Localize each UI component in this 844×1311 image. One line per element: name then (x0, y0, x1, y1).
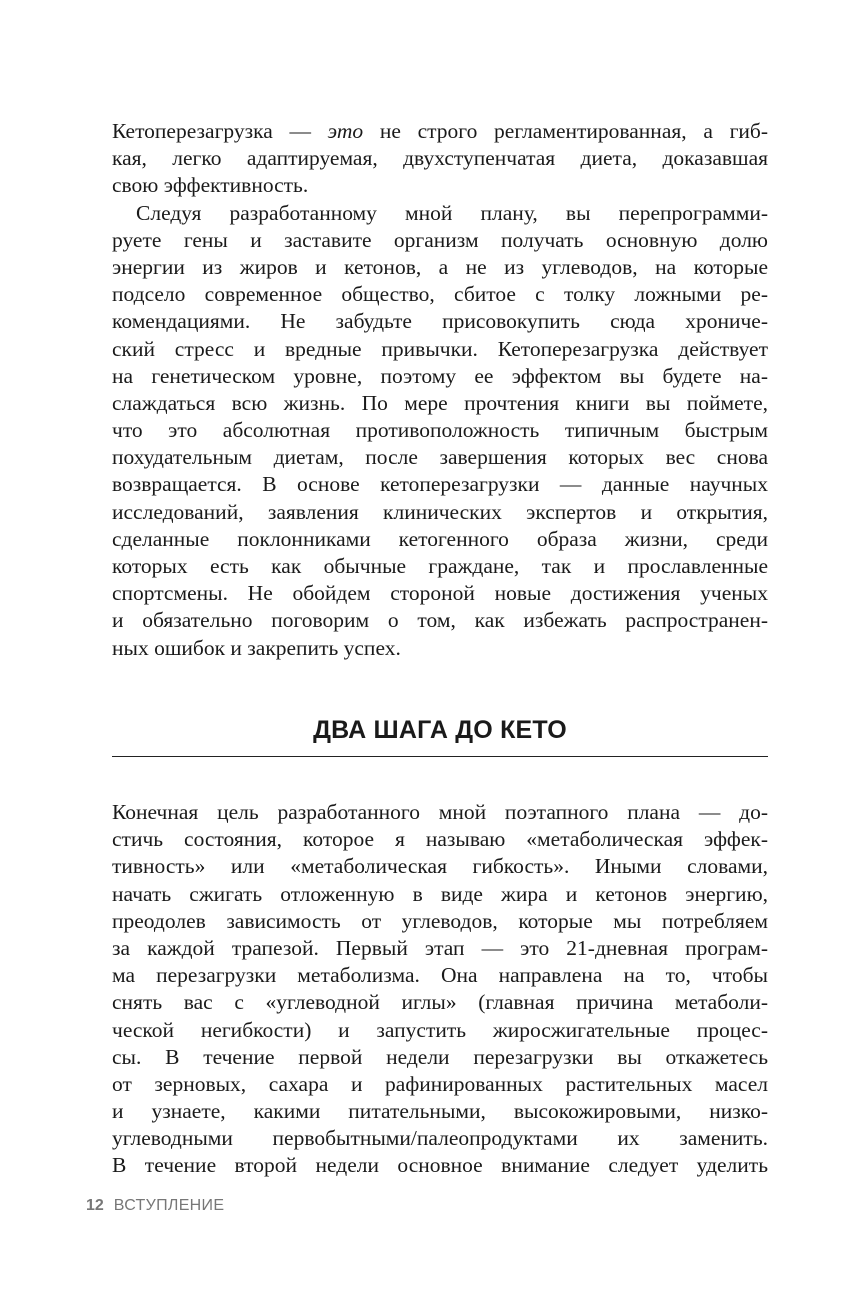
text-segment: исследований, заявления клинических экспертов и открытия, (112, 499, 768, 524)
text-segment: комендациями. Не забудьте присовокупить сюда хрониче- (112, 309, 768, 334)
text-segment: спортсмены. Не обойдем стороной новые достижения ученых (112, 581, 768, 606)
text-line (112, 580, 768, 607)
text-segment: за каждой трапезой. Первый этап — это 21-дневная програм- (112, 935, 768, 960)
text-line (112, 853, 768, 880)
text-line (112, 1017, 768, 1044)
text-line (112, 471, 768, 498)
text-segment: и узнаете, какими питательными, высокожировыми, низко- (112, 1099, 768, 1124)
text-segment: и обязательно поговорим о том, как избежать распространен- (112, 608, 768, 633)
text-segment: ский стресс и вредные привычки. Кетоперезагрузка действует (112, 336, 768, 361)
text-segment: Конечная цель разработанного мной поэтапного плана — до- (112, 800, 768, 824)
text-segment: кая, легко адаптируемая, двухступенчатая диета, доказавшая (112, 146, 768, 171)
text-line (112, 499, 768, 526)
text-segment: энергии из жиров и кетонов, а не из углеводов, на которые (112, 254, 768, 279)
text-segment: что это абсолютная противоположность типичным быстрым (112, 418, 768, 443)
text-line (112, 908, 768, 935)
text-line (112, 172, 768, 199)
text-segment: Кетоперезагрузка — (112, 119, 328, 143)
text-line (112, 1098, 768, 1125)
text-segment: тивность» или «метаболическая гибкость». Иными словами, (112, 854, 768, 879)
text-line (112, 1125, 768, 1152)
text-line (112, 254, 768, 281)
heading-rule (112, 756, 768, 757)
text-segment: Следуя разработанному мной плану, вы перепрограмми- (136, 200, 768, 225)
text-segment: снять вас с «углеводной иглы» (главная причина метаболи- (112, 990, 768, 1015)
text-segment: В течение второй недели основное внимание следует уделить (112, 1153, 768, 1178)
text-segment: похудательным диетам, после завершения которых вес снова (112, 445, 768, 470)
text-line (112, 935, 768, 962)
text-line (112, 635, 768, 662)
text-segment: которых есть как обычные граждане, так и прославленные (112, 554, 768, 578)
text-line (112, 417, 768, 444)
emphasis: это (327, 119, 364, 143)
text-line (112, 962, 768, 989)
text-segment: не строго регламентированная, а гиб- (363, 119, 768, 143)
text-line (112, 526, 768, 553)
text-segment: слаждаться всю жизнь. По мере прочтения книги вы поймете, (112, 390, 768, 415)
text-segment: сы. В течение первой недели перезагрузки вы откажетесь (112, 1044, 768, 1069)
text-line (112, 444, 768, 471)
text-segment: преодолев зависимость от углеводов, которые мы потребляем (112, 908, 768, 933)
text-line (112, 308, 768, 335)
text-line (112, 390, 768, 417)
page-footer (86, 1197, 224, 1215)
text-segment: углеводными первобытными/палеопродуктами их заменить. (112, 1126, 768, 1151)
text-line (112, 607, 768, 634)
text-segment: стичь состояния, которое я называю «метаболическая эффек- (112, 827, 768, 852)
text-segment: от зерновых, сахара и рафинированных растительных масел (112, 1071, 768, 1096)
body-text-bottom (112, 799, 768, 1180)
text-line (112, 1152, 768, 1179)
text-line (112, 1071, 768, 1098)
text-line (112, 336, 768, 363)
text-line (112, 1044, 768, 1071)
text-line (112, 118, 768, 145)
text-segment: на генетическом уровне, поэтому ее эффектом вы будете на- (112, 363, 768, 388)
text-segment: ных ошибок и закрепить успех. (112, 635, 401, 660)
page-number: 12 (86, 1197, 104, 1214)
text-segment: возвращается. В основе кетоперезагрузки — данные научных (112, 472, 768, 497)
text-segment: ческой негибкости) и запустить жиросжигательные процес- (112, 1017, 768, 1042)
text-segment: ма перезагрузки метаболизма. Она направлена на то, чтобы (112, 963, 768, 988)
text-line (112, 200, 768, 227)
text-segment: подсело современное общество, сбитое с толку ложными ре- (112, 282, 768, 307)
text-line (112, 227, 768, 254)
text-line (112, 281, 768, 308)
text-segment: свою эффективность. (112, 173, 309, 198)
running-header-section: ВСТУПЛЕНИЕ (113, 1197, 225, 1214)
body-text-top (112, 118, 768, 662)
text-line (112, 826, 768, 853)
text-line (112, 553, 768, 580)
text-line (112, 799, 768, 826)
section-heading: ДВА ШАГА ДО КЕТО (313, 716, 567, 744)
text-segment: руете гены и заставите организм получать основную долю (112, 227, 768, 252)
text-line (112, 989, 768, 1016)
text-line (112, 881, 768, 908)
text-line (112, 145, 768, 172)
text-line (112, 363, 768, 390)
text-segment: начать сжигать отложенную в виде жира и кетонов энергию, (112, 881, 768, 906)
text-segment: сделанные поклонниками кетогенного образа жизни, среди (112, 526, 768, 551)
